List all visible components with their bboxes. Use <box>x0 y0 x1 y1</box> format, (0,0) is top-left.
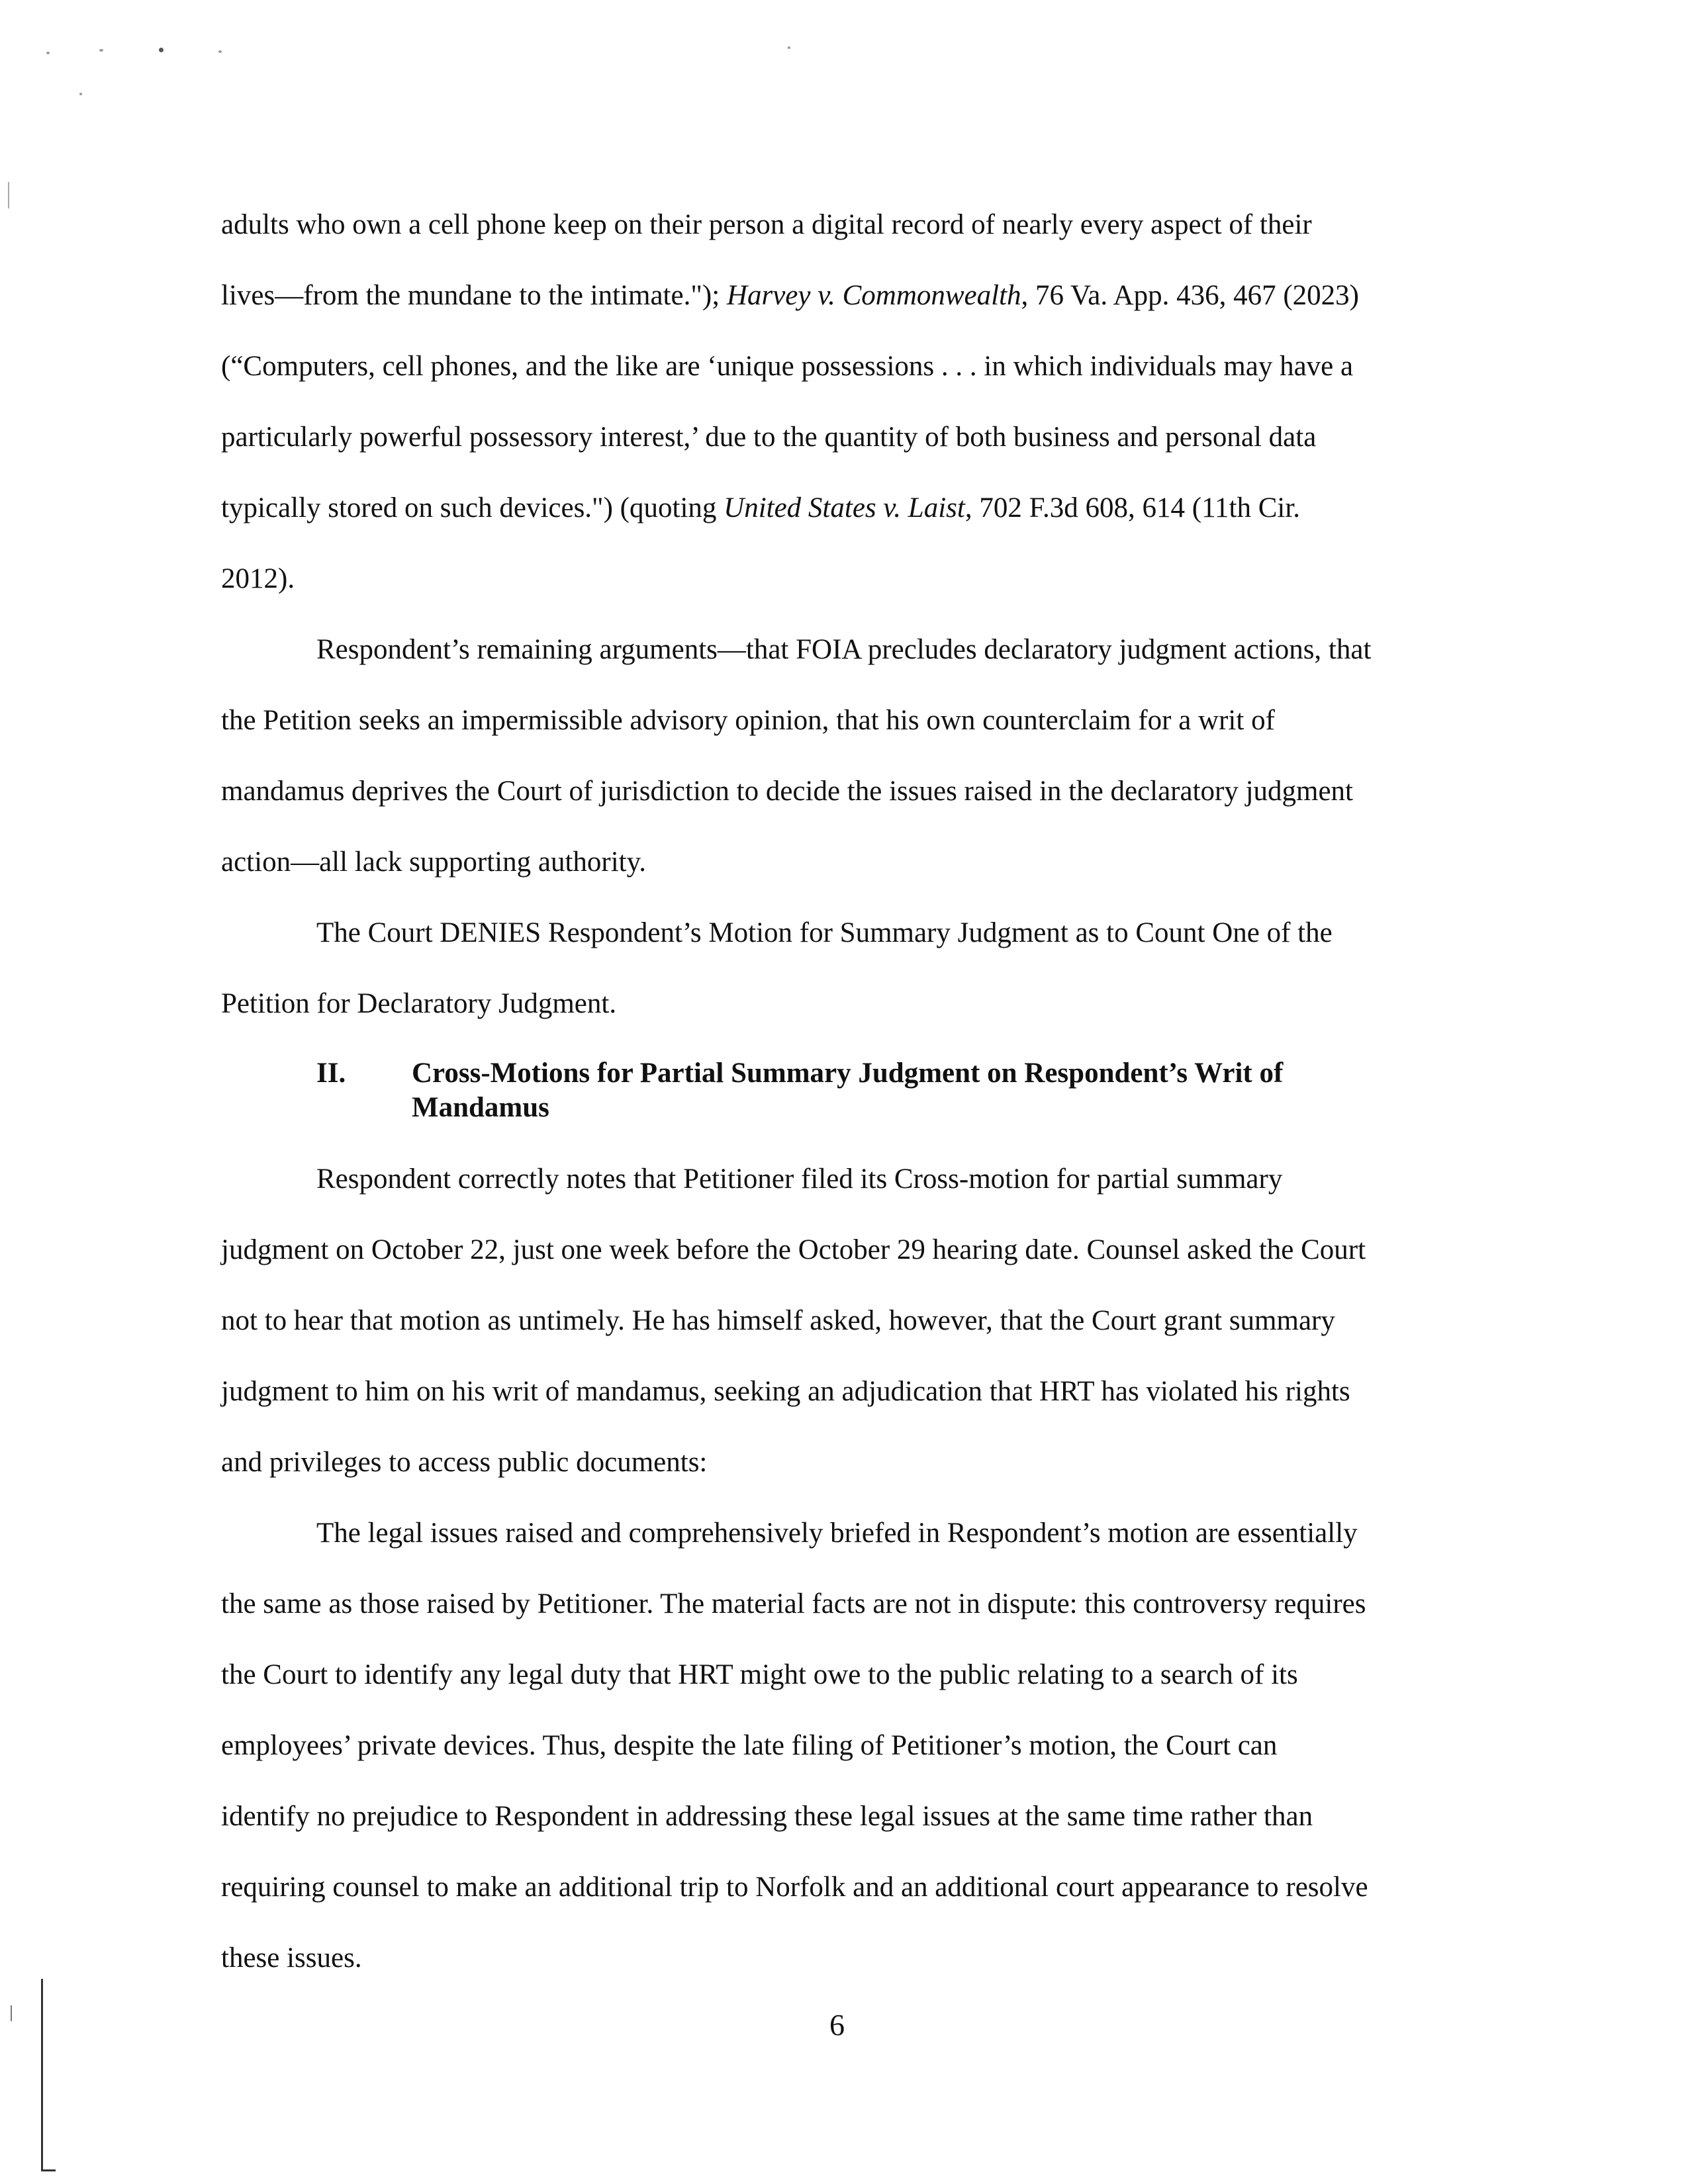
scan-speck <box>788 46 790 49</box>
body-line: these issues. <box>221 1942 362 1974</box>
body-line: The legal issues raised and comprehensively briefed in Respondent’s motion are essentially <box>316 1518 1358 1549</box>
body-line: and privileges to access public documents: <box>221 1447 708 1478</box>
scan-edge-mark <box>41 1979 43 2171</box>
section-number: II. <box>316 1058 346 1089</box>
body-line: (“Computers, cell phones, and the like are ‘unique possessions . . . in which individuals may have a <box>221 351 1354 382</box>
body-line: typically stored on such devices.") (quoting United States v. Laist, 702 F.3d 608, 614 (11th Cir. <box>221 492 1301 523</box>
scan-edge-mark <box>11 2005 12 2021</box>
body-line: judgment on October 22, just one week before the October 29 hearing date. Counsel asked the Court <box>221 1234 1366 1265</box>
body-line: Respondent correctly notes that Petitioner filed its Cross-motion for partial summary <box>316 1163 1283 1195</box>
scan-speck <box>99 49 103 52</box>
body-line: action—all lack supporting authority. <box>221 846 647 878</box>
page-number: 6 <box>829 2008 845 2042</box>
scan-speck <box>218 50 222 53</box>
body-line: The Court DENIES Respondent’s Motion for Summary Judgment as to Count One of the <box>316 917 1333 948</box>
scan-speck <box>46 52 50 54</box>
case-citation: United States v. Laist <box>724 492 965 523</box>
body-line: judgment to him on his writ of mandamus, seeking an adjudication that HRT has violated his rights <box>221 1376 1350 1407</box>
body-line: Petition for Declaratory Judgment. <box>221 988 617 1019</box>
scan-speck <box>79 93 82 95</box>
section-heading: Cross-Motions for Partial Summary Judgment on Respondent’s Writ of <box>412 1058 1284 1089</box>
scan-speck <box>159 48 164 52</box>
body-line: mandamus deprives the Court of jurisdiction to decide the issues raised in the declaratory judgment <box>221 776 1354 807</box>
body-line: identify no prejudice to Respondent in addressing these legal issues at the same time rather than <box>221 1801 1313 1832</box>
body-line: particularly powerful possessory interest,’ due to the quantity of both business and personal data <box>221 422 1317 453</box>
case-citation: Harvey v. Commonwealth <box>726 280 1021 311</box>
body-line: the Petition seeks an impermissible advisory opinion, that his own counterclaim for a writ of <box>221 705 1275 736</box>
body-line: the same as those raised by Petitioner. The material facts are not in dispute: this controversy requires <box>221 1588 1366 1619</box>
scan-edge-mark <box>8 182 9 208</box>
body-line: 2012). <box>221 563 295 594</box>
body-line: lives—from the mundane to the intimate."); Harvey v. Commonwealth, 76 Va. App. 436, 467 (2023) <box>221 280 1359 311</box>
body-line: requiring counsel to make an additional trip to Norfolk and an additional court appearance to resolve <box>221 1872 1368 1903</box>
body-line: Respondent’s remaining arguments—that FOIA precludes declaratory judgment actions, that <box>316 634 1372 665</box>
body-line: not to hear that motion as untimely. He has himself asked, however, that the Court grant summary <box>221 1305 1335 1336</box>
body-line: the Court to identify any legal duty that HRT might owe to the public relating to a search of its <box>221 1659 1298 1690</box>
body-line: adults who own a cell phone keep on their person a digital record of nearly every aspect of their <box>221 209 1312 240</box>
body-line: employees’ private devices. Thus, despite the late filing of Petitioner’s motion, the Court can <box>221 1730 1278 1761</box>
scan-edge-mark <box>41 2169 56 2171</box>
section-heading-continued: Mandamus <box>412 1092 549 1123</box>
